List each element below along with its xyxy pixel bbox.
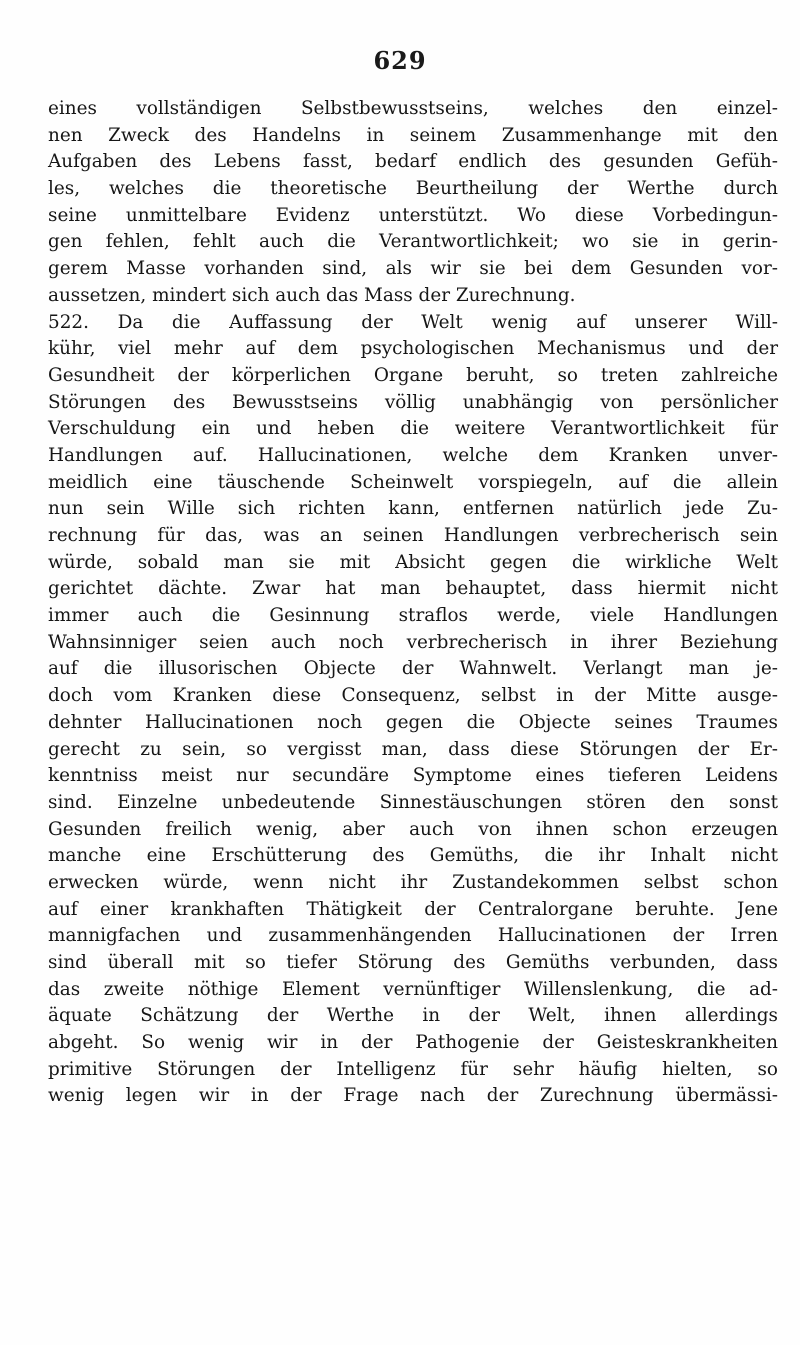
text-line: kenntniss meist nur secundäre Symptome eines tieferen Leidens [48, 765, 778, 787]
text-line: les, welches die theoretische Beurtheilung der Werthe durch [48, 178, 778, 200]
text-line: primitive Störungen der Intelligenz für sehr häufig hielten, so [48, 1058, 778, 1080]
text-line: gerichtet dächte. Zwar hat man behauptet, dass hiermit nicht [48, 578, 778, 600]
text-line: sind. Einzelne unbedeutende Sinnestäuschungen stören den sonst [48, 791, 778, 813]
text-line: manche eine Erschütterung des Gemüths, die ihr Inhalt nicht [48, 845, 778, 867]
text-line: Verschuldung ein und heben die weitere Verantwortlichkeit für [48, 418, 778, 440]
text-line: kühr, viel mehr auf dem psychologischen Mechanismus und der [48, 338, 778, 360]
text-line: mannigfachen und zusammenhängenden Hallucinationen der Irren [48, 925, 778, 947]
text-line: äquate Schätzung der Werthe in der Welt, ihnen allerdings [48, 1005, 778, 1027]
text-line: gerecht zu sein, so vergisst man, dass diese Störungen der Er- [48, 738, 778, 760]
text-line: gerem Masse vorhanden sind, als wir sie bei dem Gesunden vor- [48, 258, 778, 280]
text-line: auf die illusorischen Objecte der Wahnwelt. Verlangt man je- [48, 658, 778, 680]
text-line: Störungen des Bewusstseins völlig unabhängig von persönlicher [48, 391, 778, 413]
text-line: Aufgaben des Lebens fasst, bedarf endlich des gesunden Gefüh- [48, 151, 778, 173]
text-line: eines vollständigen Selbstbewusstseins, welches den einzel- [48, 98, 778, 119]
text-line: sind überall mit so tiefer Störung des Gemüths verbunden, dass [48, 952, 778, 973]
text-line: gen fehlen, fehlt auch die Verantwortlichkeit; wo sie in gerin- [48, 231, 778, 253]
text-line: dehnter Hallucinationen noch gegen die Objecte seines Traumes [48, 711, 778, 733]
text-line: meidlich eine täuschende Scheinwelt vorspiegeln, auf die allein [48, 471, 778, 493]
text-line: abgeht. So wenig wir in der Pathogenie der Geisteskrankheiten [48, 1032, 778, 1054]
text-line: würde, sobald man sie mit Absicht gegen die wirkliche Welt [48, 551, 778, 573]
text-line: aussetzen, mindert sich auch das Mass der Zurechnung. [48, 284, 576, 306]
text-line: Handlungen auf. Hallucinationen, welche dem Kranken unver- [48, 444, 778, 466]
text-line: Gesunden freilich wenig, aber auch von ihnen schon erzeugen [48, 818, 778, 840]
text-line: nen Zweck des Handelns in seinem Zusammenhange mit den [48, 124, 778, 146]
text-line: das zweite nöthige Element vernünftiger Willenslenkung, die ad- [48, 978, 778, 1000]
page-number: 629 [373, 46, 427, 75]
text-line: auf einer krankhaften Thätigkeit der Centralorgane beruhte. Jene [48, 898, 778, 920]
text-line: wenig legen wir in der Frage nach der Zurechnung übermässi- [48, 1085, 778, 1107]
text-line: Wahnsinniger seien auch noch verbrecherisch in ihrer Beziehung [48, 631, 778, 653]
text-line: immer auch die Gesinnung straflos werde, viele Handlungen [48, 605, 778, 627]
paragraph-start-line: 522. Da die Auffassung der Welt wenig auf unserer Will- [48, 311, 778, 333]
text-line: rechnung für das, was an seinen Handlungen verbrecherisch sein [48, 525, 778, 546]
body-text [48, 96, 778, 1110]
text-line: erwecken würde, wenn nicht ihr Zustandekommen selbst schon [48, 871, 778, 893]
text-line: nun sein Wille sich richten kann, entfernen natürlich jede Zu- [48, 498, 778, 520]
text-line: doch vom Kranken diese Consequenz, selbst in der Mitte ausge- [48, 685, 778, 707]
text-line: Gesundheit der körperlichen Organe beruht, so treten zahlreiche [48, 364, 778, 386]
text-line: seine unmittelbare Evidenz unterstützt. Wo diese Vorbedingun- [48, 204, 778, 226]
